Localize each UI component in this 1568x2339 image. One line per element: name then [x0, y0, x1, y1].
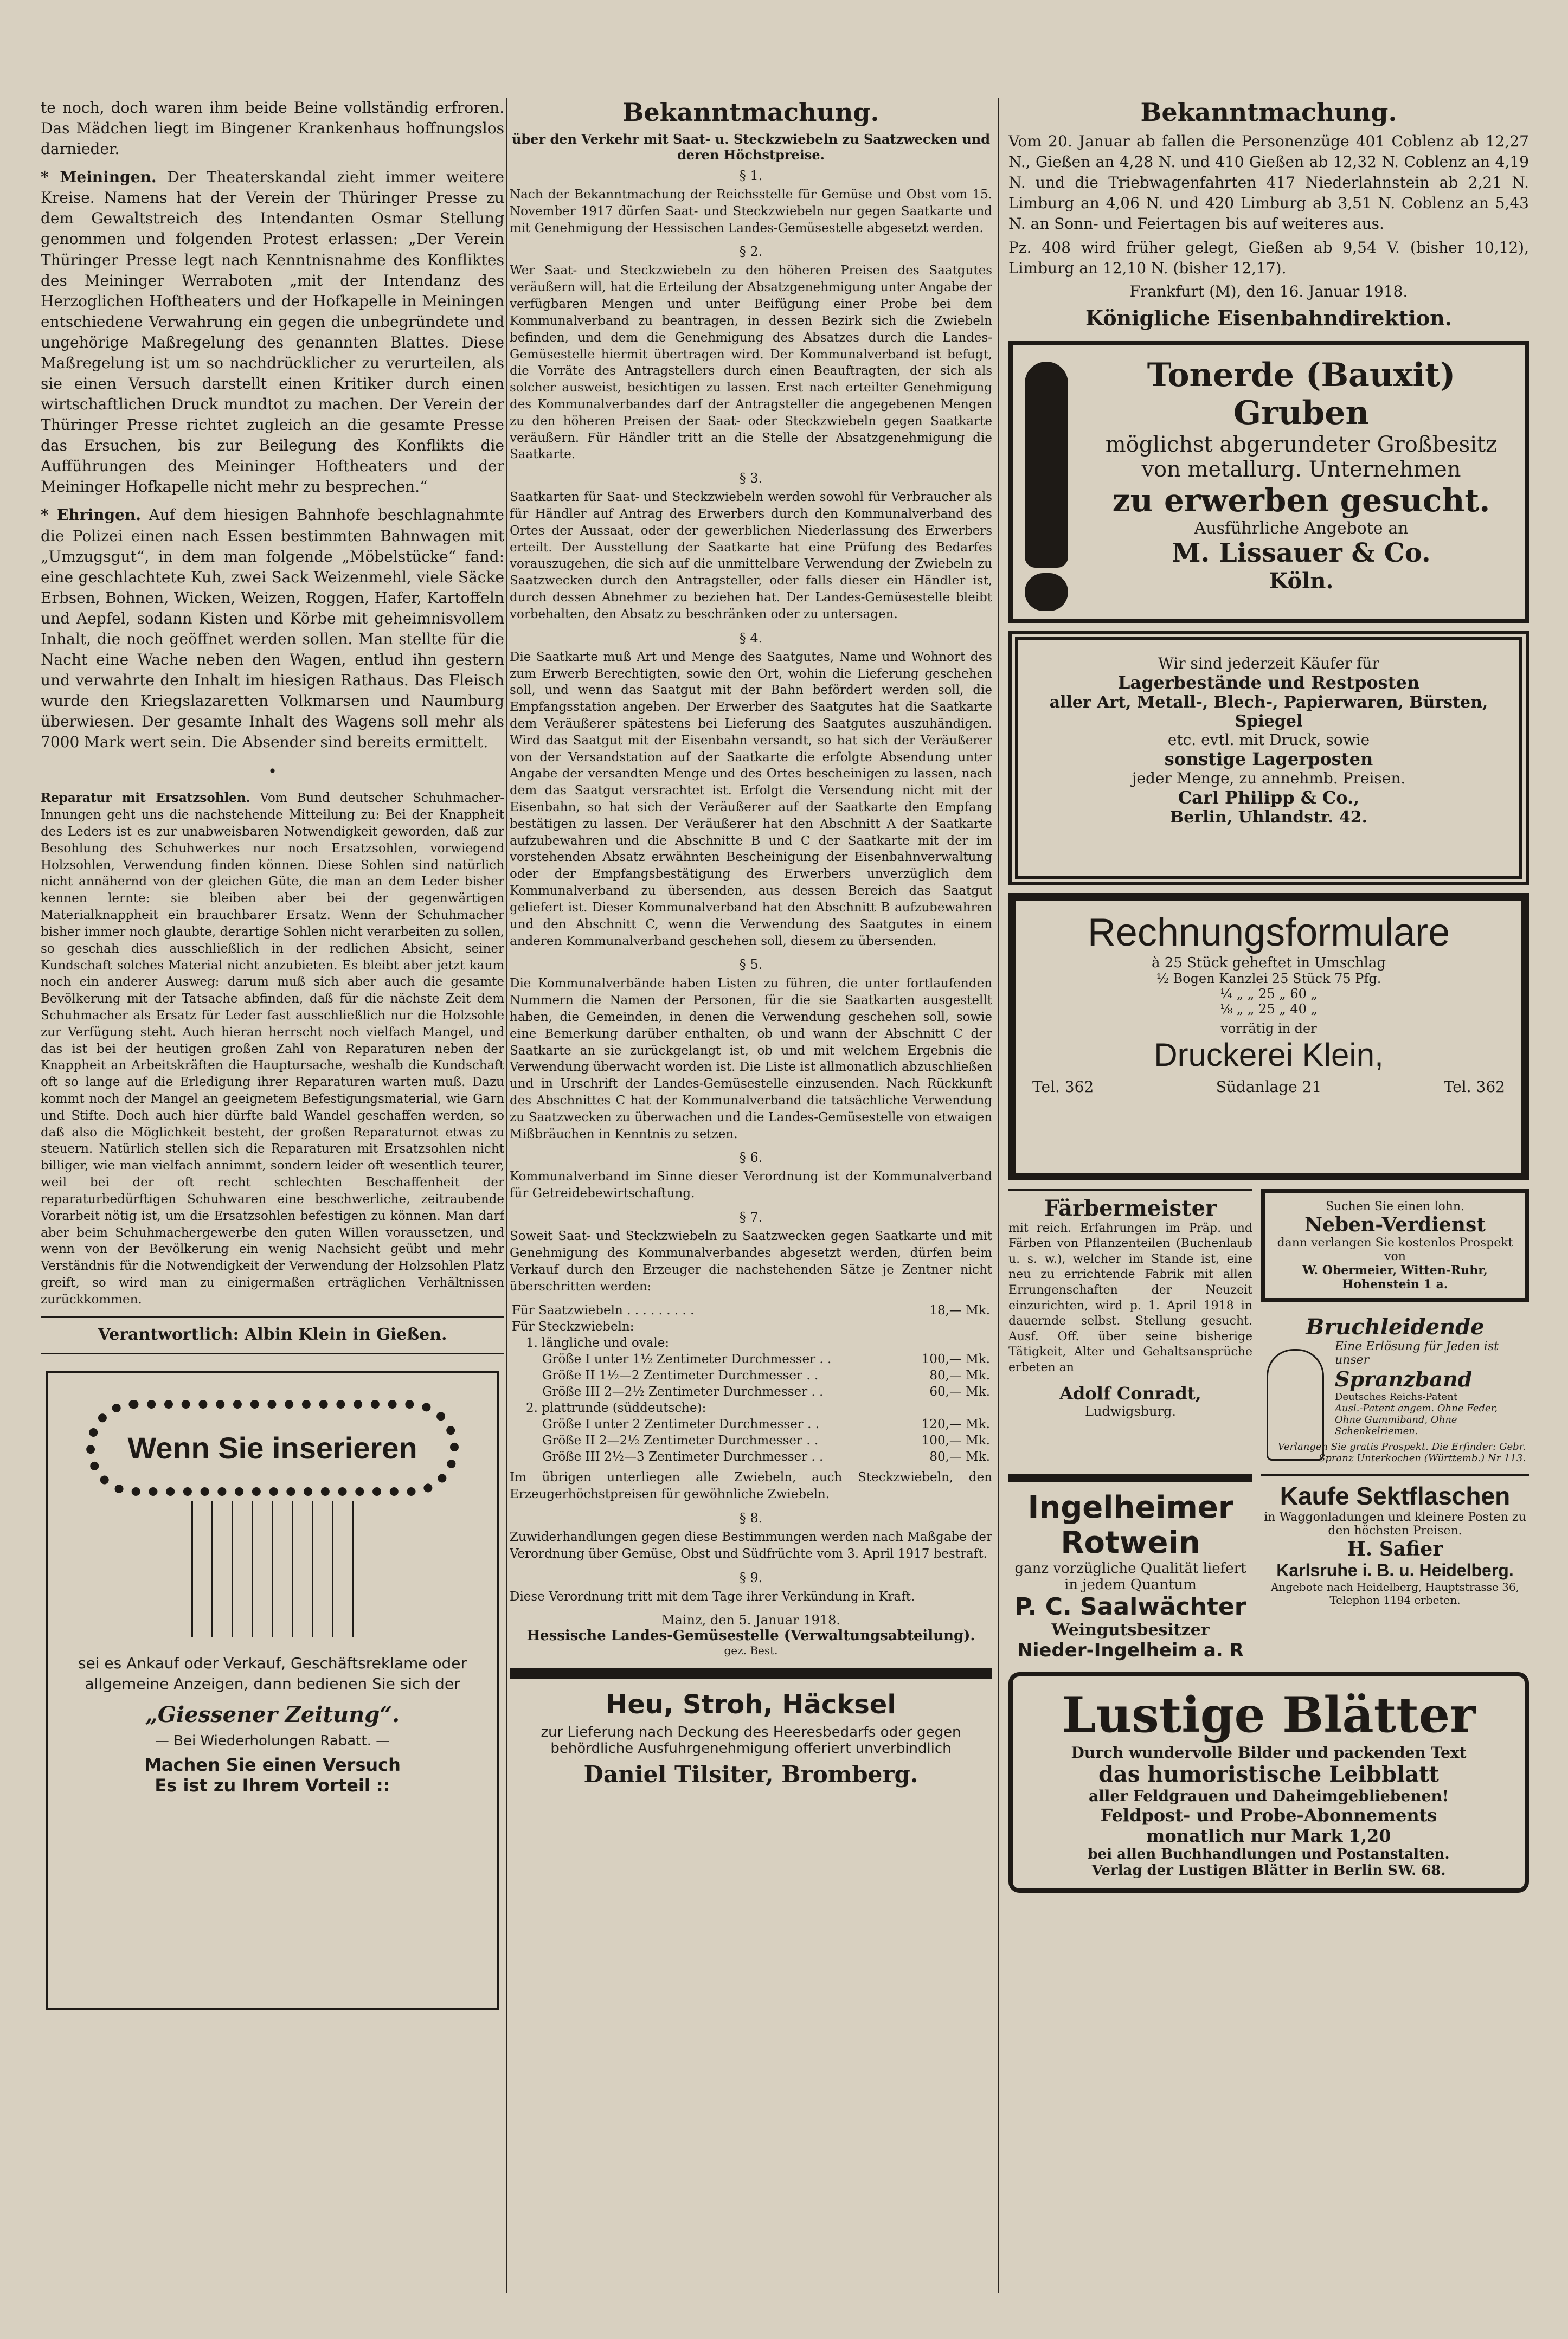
- price-row: [510, 1302, 992, 1319]
- price-label: Für Saatzwiebeln . . . . . . . . .: [512, 1303, 695, 1318]
- rail-notice-text: Vom 20. Januar ab fallen die Personenzüge 401 Coblenz ab 12,27 N., Gießen an 4,28 N. und 410 Gießen ab 12,32 N. Coblenz an 4,19 N. und die Triebwagenfahrten 417 Niederlahnstein ab 2,21 N. Limburg an 4,06 N. und 420 Limburg ab 3,51 N. Coblenz an 5,43 N. an Sonn- und Feiertagen bis auf weiteres aus.: [1008, 132, 1529, 233]
- responsible-editor: Verantwortlich: Albin Klein in Gießen.: [98, 1325, 447, 1344]
- tonerde-line-4: Ausführliche Angebote an: [1194, 518, 1409, 538]
- price-row: [510, 1335, 992, 1351]
- section-7-text: Soweit Saat- und Steckzwiebeln zu Saatzwecken gegen Saatkarte und mit Genehmigung des Kommunalverbandes abgesetzt werden, dürfen beim Verkauf durch den Erzeuger die nachstehenden Sätze je Zentner nicht überschritten werden:: [510, 1229, 992, 1294]
- ornament-frame: [86, 1400, 459, 1496]
- hay-firm: Daniel Tilsiter, Bromberg.: [583, 1761, 918, 1788]
- section-5: § 5.: [739, 957, 763, 973]
- price-value: 120,— Mk.: [921, 1417, 990, 1432]
- pendant-line: [232, 1501, 233, 1637]
- ad-try-1: Machen Sie einen Versuch: [144, 1754, 401, 1775]
- ig-line-4: P. C. Saalwächter: [1014, 1592, 1246, 1621]
- ad-bruchleidende: [1261, 1311, 1529, 1467]
- exclamation-icon: [1025, 362, 1068, 568]
- ig-line-1: Ingelheimer: [1027, 1489, 1233, 1525]
- tonerde-line-2: von metallurg. Unternehmen: [1141, 457, 1461, 482]
- section-6: § 6.: [739, 1150, 763, 1166]
- pendant-line: [312, 1501, 313, 1637]
- philipp-line-6: jeder Menge, zu annehmb. Preisen.: [1132, 769, 1406, 787]
- rf-row: ½ Bogen Kanzlei 25 Stück 75 Pfg.: [1156, 971, 1381, 986]
- lb-line-5: monatlich nur Mark 1,20: [1146, 1825, 1391, 1846]
- nv-line-4: W. Obermeier, Witten-Ruhr, Hohenstein 1 a.: [1302, 1263, 1488, 1291]
- ad-paper-name: „Giessener Zeitung“.: [145, 1701, 400, 1727]
- ad-try-2: Es ist zu Ihrem Vorteil ::: [155, 1775, 390, 1796]
- nv-line-2: Neben-Verdienst: [1304, 1213, 1486, 1236]
- article-meiningen: [41, 167, 504, 497]
- pendant-line: [191, 1501, 193, 1637]
- notice-signer: Hessische Landes-Gemüsestelle (Verwaltungsabteilung).: [526, 1628, 975, 1644]
- pendant-line: [352, 1501, 354, 1637]
- price-label: 2. plattrunde (süddeutsche):: [526, 1401, 706, 1416]
- ads-row-2: [1008, 1474, 1529, 1661]
- price-row: [510, 1384, 992, 1400]
- tonerde-line-3: zu erwerben gesucht.: [1112, 481, 1490, 519]
- ad-faerbermeister: [1008, 1189, 1252, 1467]
- price-value: 80,— Mk.: [929, 1368, 990, 1383]
- hay-text: zur Lieferung nach Deckung des Heeresbedarfs oder gegen behördliche Ausfuhrgenehmigung offeriert unverbindlich: [541, 1724, 961, 1757]
- rail-notice-title: Bekanntmachung.: [1140, 98, 1397, 127]
- rf-sub: à 25 Stück geheftet in Umschlag: [1151, 954, 1386, 971]
- article-meiningen-text: Der Theaterskandal zieht immer weitere Kreise. Namens hat der Verein der Thüringer Presse zu dem Gewaltstreich des Intendanten Osmar Stellung genommen und folgenden Protest erlassen: „Der Verein Thüringer Presse legt nach Kenntnisnahme des Konfliktes des Meininger Werraboten „mit der Intendanz des Herzoglichen Hoftheaters und der Hofkapelle in Meiningen entschiedene Verwahrung ein gegen die unbegründete und ungehörige Maßregelung des genannten Blattes. Diese Maßregelung ist um so nachdrücklicher zu verurteilen, als sie einen Versuch darstellt einen Kritiker durch einen wirtschaftlichen Druck mundtot zu machen. Der Verein der Thüringer Presse richtet zugleich an die gesamte Presse das Ersuchen, bis zur Beilegung des Konflikts die Aufführungen des Meininger Hoftheaters und der Meininger Hofkapelle nicht mehr zu besprechen.“: [41, 168, 504, 496]
- ks-text: in Waggonladungen und kleinere Posten zu den höchsten Preisen.: [1264, 1510, 1526, 1538]
- price-row: [510, 1449, 992, 1465]
- ad-tonerde: [1008, 341, 1529, 623]
- price-row: [510, 1400, 992, 1416]
- pendant-line: [272, 1501, 273, 1637]
- nv-line-1: Suchen Sie einen lohn.: [1325, 1199, 1465, 1213]
- price-table: [510, 1302, 992, 1465]
- lb-line-7: Verlag der Lustigen Blätter in Berlin SW. 68.: [1091, 1862, 1446, 1879]
- fm-title: Färbermeister: [1044, 1195, 1217, 1221]
- rail-notice-text-2: Pz. 408 wird früher gelegt, Gießen ab 9,54 V. (bisher 10,12), Limburg an 12,10 N. (bisher 12,17).: [1008, 239, 1529, 278]
- ig-line-5: Weingutsbesitzer: [1051, 1620, 1210, 1640]
- rail-notice-sign: Königliche Eisenbahndirektion.: [1085, 305, 1452, 330]
- ig-line-3: ganz vorzügliche Qualität liefert in jedem Quantum: [1014, 1560, 1246, 1593]
- notice-signed: gez. Best.: [724, 1644, 778, 1657]
- price-label: 1. längliche und ovale:: [526, 1336, 670, 1351]
- article-continuation: te noch, doch waren ihm beide Beine vollständig erfroren. Das Mädchen liegt im Bingener Krankenhaus hoffnungslos darnieder.: [41, 99, 504, 158]
- lb-line-4: Feldpost- und Probe-Abonnements: [1100, 1804, 1437, 1826]
- ks-addr: Angebote nach Heidelberg, Hauptstrasse 36, Telephon 1194 erbeten.: [1270, 1580, 1520, 1607]
- philipp-line-2: Lagerbestände und Restposten: [1117, 672, 1420, 693]
- ad-rebate: — Bei Wiederholungen Rabatt. —: [155, 1732, 390, 1749]
- price-value: [904, 1400, 992, 1416]
- column-rule-2: [998, 98, 999, 2293]
- ad-wenn-sie-inserieren: [46, 1371, 499, 2010]
- article-ehringen-text: Auf dem hiesigen Bahnhofe beschlagnahmte die Polizei einen nach Essen bestimmten Bahnwagen mit „Umzugsgut“, in dem man folgende „Möbelstücke“ fand: eine geschlachtete Kuh, zwei Sack Weizenmehl, viele Säcke Erbsen, Bohnen, Wicken, Weizen, Roggen, Hafer, Kartoffeln und Aepfel, sodann Kisten und Körbe mit geheimnisvollem Inhalt, die noch geöffnet werden sollen. Man stellte für die Nacht eine Wache neben den Wagen, entlud ihn gestern und verwahrte den Inhalt im hiesigen Rathaus. Das Fleisch wurde den Kriegslazaretten Volkmarsen und Naumburg überwiesen. Der gesamte Inhalt des Wagens soll mehr als 7000 Mark wert sein. Die Absender sind bereits ermittelt.: [41, 506, 504, 751]
- price-value: 18,— Mk.: [929, 1303, 990, 1318]
- br-line-2: Spranzband: [1335, 1366, 1473, 1391]
- pendant-line: [292, 1501, 293, 1637]
- section-8-text: Zuwiderhandlungen gegen diese Bestimmungen werden nach Maßgabe der Verordnung über Gemüse, Obst und Südfrüchte vom 3. April 1917 bestraft.: [510, 1530, 992, 1561]
- ad-sektflaschen: [1261, 1474, 1529, 1661]
- price-value: [904, 1335, 992, 1351]
- rail-notice-date: Frankfurt (M), den 16. Januar 1918.: [1129, 282, 1408, 300]
- br-title: Bruchleidende: [1306, 1314, 1485, 1340]
- pendant-line: [252, 1501, 253, 1637]
- price-label: Für Steckzwiebeln:: [512, 1320, 634, 1334]
- figure-icon: [1267, 1349, 1324, 1461]
- ornament-pendants: [75, 1501, 470, 1637]
- price-label: Größe II 2—2½ Zentimeter Durchmesser . .: [542, 1434, 819, 1448]
- fm-city: Ludwigsburg.: [1085, 1404, 1176, 1419]
- section-7-text-b: Im übrigen unterliegen alle Zwiebeln, auch Steckzwiebeln, den Erzeugerhöchstpreisen für gewöhnliche Zwiebeln.: [510, 1470, 992, 1502]
- lb-line-3: aller Feldgrauen und Daheimgebliebenen!: [1088, 1787, 1449, 1805]
- price-value: 100,— Mk.: [921, 1434, 990, 1448]
- column-rule-1: [506, 98, 507, 2293]
- article-reparatur-text: Vom Bund deutscher Schuhmacher-Innungen geht uns die nachstehende Mitteilung zu: Bei der Knappheit des Leders ist es zur unabweisbaren Notwendigkeit geworden, daß zur Besohlung des Schuhwerkes nur noch Ersatzsohlen, vorwiegend Holzsohlen, Verwendung finden können. Diese Sohlen sind natürlich nicht annähernd von der gleichen Güte, die man an dem Leder bisher kennen lernte: sie bleiben aber bei der gegenwärtigen Materialknappheit ein brauchbarer Ersatz. Wenn der Schuhmacher bisher immer noch glaubte, derartige Sohlen nicht verarbeiten zu sollen, so geschah dies ausschließlich in der redlichen Absicht, seiner Kundschaft solches Material nicht anzubieten. Es bleibt aber jetzt kaum noch ein anderer Ausweg: darum muß sich aber auch die gesamte Bevölkerung mit der Tatsache abfinden, daß für die nächste Zeit dem Schuhmacher als Ersatz für Leder fast ausschließlich nur die Holzsohle zur Verfügung steht. Auch hieran herrscht noch vielfach Mangel, und das ist bei der heutigen großen Zahl von Reparaturen neben der Knappheit an Arbeitskräften die Hauptursache, weshalb die Kundschaft oft so lange auf die Erledigung ihrer Reparaturen warten muß. Dazu kommt noch der Mangel an geeignetem Befestigungsmaterial, wie Garn und Stifte. Doch auch hier dürfte bald Wandel geschaffen werden, so daß also die Möglichkeit besteht, der großen Reparaturnot etwas zu steuern. Natürlich stellen sich die Reparaturen mit Ersatzsohlen nicht billiger, wie man vielfach annimmt, sondern leider oft wesentlich teurer, weil bei der oft recht schlechten Beschaffenheit der reparaturbedürftigen Schuhwaren eine beschwerliche, zeitraubende Vorarbeit nötig ist, um die Ersatzsohlen befestigen zu können. Man darf aber beim Schuhmachergewerbe den guten Willen voraussetzen, und wenn von der Bevölkerung ein wenig Nachsicht geübt und mehr Verständnis für die Notwendigkeit der Verwendung der Holzsohlen Platz greift, so wird man zu einigermaßen erträglichen Verhältnissen zurückkommen.: [41, 791, 504, 1307]
- tonerde-firm: M. Lissauer & Co.: [1172, 537, 1431, 568]
- rf-row: ⅛ „ „ 25 „ 40 „: [1220, 1001, 1318, 1017]
- lb-line-2: das humoristische Leibblatt: [1098, 1761, 1440, 1787]
- price-row: [510, 1367, 992, 1384]
- section-4: § 4.: [739, 630, 763, 646]
- section-3-text: Saatkarten für Saat- und Steckzwiebeln werden sowohl für Verbraucher als für Händler auf Antrag des Erwerbers durch den Kommunalverband des Ortes der Aussaat, oder der gewerblichen Niederlassung des Erwerbers erteilt. Der Ausstellung der Saatkarte hat eine Prüfung des Bedarfes vorauszugehen, die sich auf die unmittelbare Verwendung der Zwiebeln zu Saatzwecken durch den Antragsteller, oder falls dieser ein Händler ist, durch dessen Abnehmer zu beziehen hat. Der Landes-Gemüsestelle bleibt vorbehalten, den Absatz zu beschränken oder zu untersagen.: [510, 490, 992, 621]
- price-label: Größe I unter 1½ Zentimeter Durchmesser . .: [542, 1352, 832, 1367]
- ads-right-stack: [1261, 1189, 1529, 1467]
- divider: [41, 1353, 504, 1354]
- fm-firm: Adolf Conradt,: [1059, 1383, 1201, 1404]
- hay-title: Heu, Stroh, Häcksel: [606, 1689, 896, 1720]
- ks-city: Karlsruhe i. B. u. Heidelberg.: [1276, 1560, 1514, 1580]
- philipp-line-4: etc. evtl. mit Druck, sowie: [1167, 730, 1370, 749]
- philipp-firm: Carl Philipp & Co.,: [1178, 787, 1360, 808]
- rf-row: ¼ „ „ 25 „ 60 „: [1220, 986, 1318, 1001]
- section-2-text: Wer Saat- und Steckzwiebeln zu den höheren Preisen des Saatgutes veräußern will, hat die Erteilung der Absatzgenehmigung unter Angabe der verfügbaren Mengen und unter Beifügung einer Probe bei dem Kommunalverband zu beantragen, in dessen Bezirk sich die Zwiebeln befinden, und dem die Genehmigung des Absatzes durch die Landes-Gemüsestelle hiermit übertragen wird. Der Kommunalverband ist befugt, die Vorräte des Antragstellers durch einen Beauftragten, der sich als solcher ausweist, besichtigen zu lassen. Erst nach erteilter Genehmigung des Kommunalverbandes darf der Antragsteller die angegebenen Mengen zu den höheren Preisen der Saat- oder Steckzwiebeln gegen Saatkarte veräußern. Für Händler tritt an die Stelle der Absatzgenehmigung die Saatkarte.: [510, 264, 992, 462]
- column-3: [1008, 98, 1529, 1900]
- ad-rechnungsformulare: [1008, 893, 1529, 1180]
- rf-tel-2: Tel. 362: [1443, 1077, 1505, 1096]
- column-2: [510, 98, 992, 1788]
- notice-subtitle: über den Verkehr mit Saat- u. Steckzwiebeln zu Saatzwecken und deren Höchstpreise.: [511, 131, 991, 163]
- price-label: Größe III 2½—3 Zentimeter Durchmesser . .: [542, 1450, 824, 1464]
- price-value: [904, 1319, 992, 1335]
- ad-heu-stroh: [510, 1668, 992, 1788]
- philipp-line-1: Wir sind jederzeit Käufer für: [1158, 654, 1379, 672]
- section-8: § 8.: [739, 1510, 763, 1526]
- br-line-1: Eine Erlösung für Jeden ist unser: [1335, 1339, 1499, 1367]
- ig-line-2: Rotwein: [1061, 1525, 1200, 1560]
- ad-neben-verdienst: [1261, 1189, 1529, 1302]
- price-row: [510, 1416, 992, 1432]
- ads-row-1: [1008, 1189, 1529, 1467]
- price-row: [510, 1319, 992, 1335]
- philipp-city: Berlin, Uhlandstr. 42.: [1169, 807, 1368, 827]
- rf-tel-1: Tel. 362: [1032, 1077, 1094, 1096]
- lb-title: Lustige Blätter: [1062, 1686, 1476, 1744]
- tonerde-line-1: möglichst abgerundeter Großbesitz: [1105, 432, 1498, 457]
- section-5-text: Die Kommunalverbände haben Listen zu führen, die unter fortlaufenden Nummern die Namen der Personen, für die sie Saatkarten ausgestellt haben, die Gemeinden, in denen die Verwendung geschehen soll, sowie eine Bemerkung darüber enthalten, ob und wann der Abschnitt C der Saatkarte an sie zurückgelangt ist, ob und mit welchem Ergebnis die Verwendung überwacht worden ist. Die Liste ist allmonatlich abzuschließen und in Urschrift der Landes-Gemüsestelle einzusenden. Nach Rückkunft des Abschnittes C hat der Kommunalverband die tatsächliche Verwendung zu Saatzwecken zu überwachen und die Landes-Gemüsestelle von etwaigen Mißbräuchen in Kenntnis zu setzen.: [510, 976, 992, 1141]
- section-9: § 9.: [739, 1570, 763, 1585]
- section-1: § 1.: [739, 168, 763, 183]
- price-label: Größe II 1½—2 Zentimeter Durchmesser . .: [542, 1368, 819, 1383]
- ks-name: H. Safier: [1347, 1537, 1443, 1560]
- section-7: § 7.: [739, 1210, 763, 1225]
- price-label: Größe I unter 2 Zentimeter Durchmesser . .: [542, 1417, 820, 1432]
- philipp-line-3: aller Art, Metall-, Blech-, Papierwaren, Bürsten, Spiegel: [1049, 692, 1488, 731]
- ad-ingelheimer: [1008, 1474, 1252, 1661]
- br-line-3: Deutsches Reichs-Patent: [1335, 1391, 1458, 1403]
- price-row: [510, 1432, 992, 1449]
- section-2: § 2.: [739, 244, 763, 260]
- rf-title: Rechnungsformulare: [1087, 910, 1450, 954]
- ad-title: Wenn Sie inserieren: [127, 1430, 417, 1465]
- price-value: 100,— Mk.: [921, 1352, 990, 1367]
- ad-lustige-blaetter: [1008, 1672, 1529, 1893]
- br-line-5: Verlangen Sie gratis Prospekt. Die Erfinder: Gebr. Spranz Unterkochen (Württemb.) Nr 113.: [1277, 1441, 1526, 1464]
- ig-line-6: Nieder-Ingelheim a. R: [1017, 1639, 1244, 1661]
- rf-footer: [1032, 1078, 1505, 1096]
- article-meiningen-head: * Meiningen.: [41, 168, 157, 187]
- price-value: 60,— Mk.: [929, 1385, 990, 1399]
- exclamation-dot-icon: [1025, 573, 1068, 611]
- philipp-line-5: sonstige Lagerposten: [1164, 748, 1373, 769]
- article-ehringen-head: * Ehringen.: [41, 506, 141, 524]
- br-line-4: Ausl.-Patent angem. Ohne Feder, Ohne Gummiband, Ohne Schenkelriemen.: [1335, 1402, 1498, 1437]
- article-reparatur: [41, 790, 504, 1308]
- column-1: [41, 98, 504, 2010]
- price-row: [510, 1351, 992, 1367]
- nv-line-3: dann verlangen Sie kostenlos Prospekt von: [1277, 1236, 1513, 1263]
- tonerde-city: Köln.: [1269, 568, 1334, 594]
- lb-line-1: Durch wundervolle Bilder und packenden Text: [1071, 1743, 1467, 1762]
- ad-text: sei es Ankauf oder Verkauf, Geschäftsreklame oder allgemeine Anzeigen, dann bedienen Sie sich der: [78, 1654, 467, 1693]
- divider: [41, 1316, 504, 1318]
- fm-text: mit reich. Erfahrungen im Präp. und Färben von Pflanzenteilen (Buchenlaub u. s. w.), welcher im Stande ist, eine neu zu errichtende Fabrik mit allen Errungenschaften der Neuzeit einzurichten, wird p. 1. April 1918 in dauernde selbst. Stellung gesucht. Ausf. Off. über seine bisherige Tätigkeit, Alter und Gehaltsansprüche erbeten an: [1008, 1221, 1252, 1374]
- price-value: 80,— Mk.: [929, 1450, 990, 1464]
- section-6-text: Kommunalverband im Sinne dieser Verordnung ist der Kommunalverband für Getreidebewirtschaftung.: [510, 1170, 992, 1201]
- article-reparatur-head: Reparatur mit Ersatzsohlen.: [41, 791, 250, 806]
- pendant-line: [332, 1501, 333, 1637]
- ad-carl-philipp: [1008, 631, 1529, 885]
- notice-date: Mainz, den 5. Januar 1918.: [661, 1612, 841, 1628]
- rf-addr: Südanlage 21: [1216, 1077, 1322, 1096]
- section-3: § 3.: [739, 471, 763, 486]
- article-ehringen: [41, 505, 504, 753]
- tonerde-title: Tonerde (Bauxit) Gruben: [1147, 356, 1456, 432]
- section-9-text: Diese Verordnung tritt mit dem Tage ihrer Verkündung in Kraft.: [510, 1589, 915, 1604]
- pendant-line: [211, 1501, 213, 1637]
- section-1-text: Nach der Bekanntmachung der Reichsstelle für Gemüse und Obst vom 15. November 1917 dürfen Saat- und Steckzwiebeln nur gegen Saatkarte und mit Genehmigung der Hessischen Landes-Gemüsestelle abgesetzt werden.: [510, 188, 992, 235]
- lb-line-6: bei allen Buchhandlungen und Postanstalten.: [1088, 1846, 1450, 1862]
- section-4-text: Die Saatkarte muß Art und Menge des Saatgutes, Name und Wohnort des zum Erwerb Berechtigten, sowie den Ort, wohin die Lieferung geschehen soll, und wenn das Saatgut mit der Bahn befördert werden soll, die Empfangsstation angeben. Der Erwerber des Saatgutes hat die Saatkarte dem Veräußerer spätestens bei Lieferung des Saatgutes auszuhändigen. Wird das Saatgut mit der Eisenbahn versandt, so hat sich der Veräußerer von der Versandstation auf der Saatkarte die erfolgte Absendung unter Angabe der versandten Menge und des Ortes bescheinigen zu lassen, nach dem das Saatgut versrachtet ist. Erfolgt die Versendung nicht mit der Eisenbahn, so hat sich der Veräußerer auf der Saatkarte den Empfang bestätigen zu lassen. Der Veräußerer hat den Abschnitt A der Saatkarte aufzubewahren und die Abschnitte B und C der Saatkarte mit der im vorstehenden Absatz erwähnten Bescheinigung der Eisenbahnverwaltung oder der Empfangsbestätigung des Erwerbers unverzüglich dem Kommunalverband zu übersenden, aus dessen Bereich das Saatgut geliefert ist. Dieser Kommunalverband hat den Abschnitt B aufzubewahren und den Abschnitt C, wenn die Verwendung des Saatgutes in einem anderen Kommunalverband geschehen soll, diesem zu übersenden.: [510, 650, 992, 948]
- notice-title: Bekanntmachung.: [622, 98, 879, 127]
- rf-firm: Druckerei Klein,: [1154, 1036, 1384, 1073]
- separator-dot: •: [268, 762, 277, 781]
- price-label: Größe III 2—2½ Zentimeter Durchmesser . .: [542, 1385, 824, 1399]
- ks-title: Kaufe Sektflaschen: [1280, 1481, 1511, 1510]
- rf-avail: vorrätig in der: [1220, 1020, 1317, 1036]
